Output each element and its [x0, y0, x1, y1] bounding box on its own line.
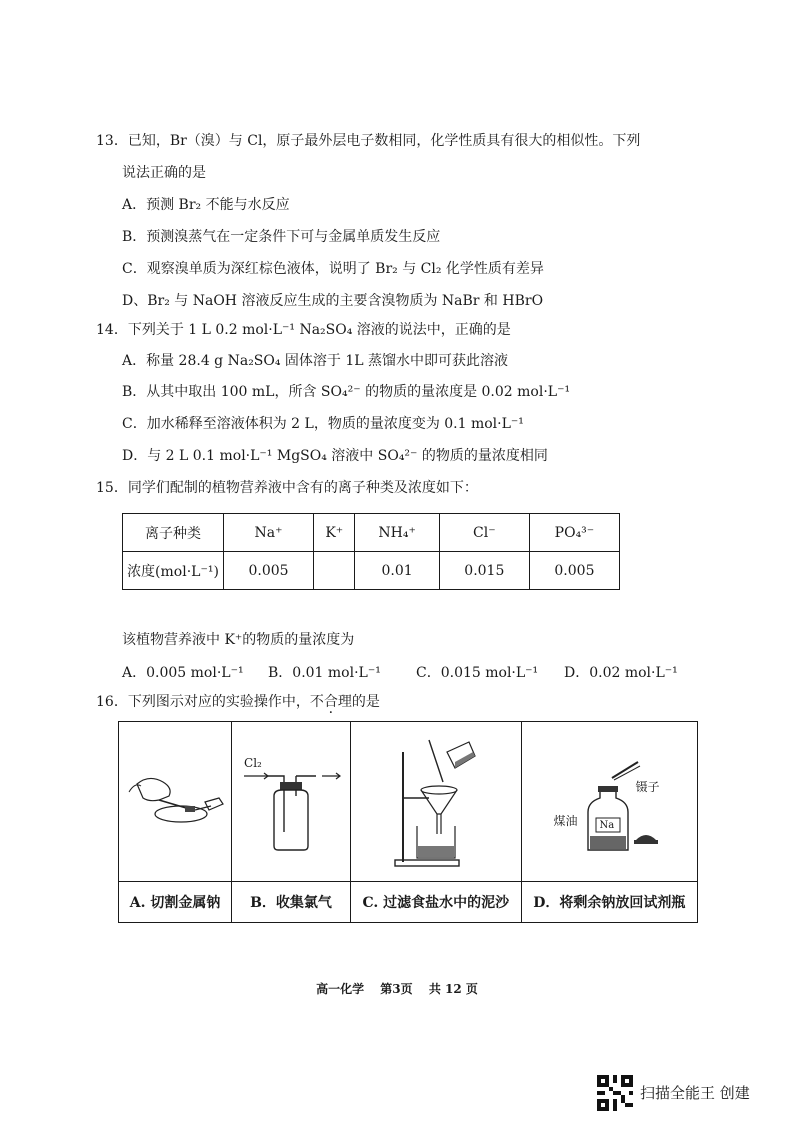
kerosene-label: 煤油 [553, 814, 578, 828]
qr-code-icon [597, 1075, 633, 1111]
figure-c [351, 722, 522, 922]
conc-cell: 0.005 [529, 552, 619, 590]
figure-d [522, 722, 697, 922]
q14-option-b: B．从其中取出 100 mL，所含 SO₄²⁻ 的物质的量浓度是 0.02 mol·L⁻¹ [122, 384, 571, 400]
chlorine-label: Cl₂ [244, 756, 262, 770]
figure-a-caption: A. 切割金属钠 [119, 881, 231, 922]
q14-stem: 14．下列关于 1 L 0.2 mol·L⁻¹ Na₂SO₄ 溶液的说法中，正确的是 [96, 322, 511, 338]
footer-page: 第3页 [380, 982, 413, 996]
ion-table [122, 513, 620, 590]
q16-stem-prefix: 16．下列图示对应的实验操作中， [96, 694, 310, 710]
figure-b [232, 722, 351, 922]
q14-option-d: D．与 2 L 0.1 mol·L⁻¹ MgSO₄ 溶液中 SO₄²⁻ 的物质的量浓度相同 [122, 448, 548, 464]
q16-stem-suffix: 的是 [351, 694, 380, 710]
table-conc-label: 浓度(mol·L⁻¹) [123, 552, 224, 590]
q13-stem-line1: 13．已知，Br（溴）与 Cl，原子最外层电子数相同，化学性质具有很大的相似性。下列 [96, 133, 641, 149]
q16-stem [96, 692, 380, 712]
cutting-sodium-illustration [119, 722, 232, 882]
reagent-bottle-illustration [522, 722, 699, 882]
conc-cell: 0.01 [355, 552, 439, 590]
q15-option-c: C．0.015 mol·L⁻¹ [416, 665, 539, 681]
tongs-label: 镊子 [635, 780, 660, 794]
q13-option-d: D、Br₂ 与 NaOH 溶液反应生成的主要含溴物质为 NaBr 和 HBrO [122, 293, 544, 309]
q15-option-a: A．0.005 mol·L⁻¹ [122, 665, 244, 681]
figure-a [119, 722, 232, 922]
figure-c-caption: C. 过滤食盐水中的泥沙 [351, 881, 521, 922]
q13-stem-line2: 说法正确的是 [122, 165, 206, 181]
footer-course: 高一化学 [316, 982, 365, 996]
q16-stem-emphasis: 不合理 [309, 694, 352, 710]
q15-question: 该植物营养液中 K⁺的物质的量浓度为 [122, 632, 355, 648]
ion-cell: Cl⁻ [439, 514, 529, 552]
table-row [123, 552, 620, 590]
q14-option-c: C．加水稀释至溶液体积为 2 L，物质的量浓度变为 0.1 mol·L⁻¹ [122, 416, 524, 432]
ion-cell: NH₄⁺ [355, 514, 439, 552]
experiment-figures [118, 721, 698, 923]
figure-b-caption: B．收集氯气 [232, 881, 350, 922]
table-header-label: 离子种类 [123, 514, 224, 552]
conc-cell [314, 552, 355, 590]
q13-option-b: B．预测溴蒸气在一定条件下可与金属单质发生反应 [122, 229, 441, 245]
conc-cell: 0.015 [439, 552, 529, 590]
q15-stem: 15．同学们配制的植物营养液中含有的离子种类及浓度如下： [96, 480, 478, 496]
q14-option-a: A．称量 28.4 g Na₂SO₄ 固体溶于 1L 蒸馏水中即可获此溶液 [122, 353, 509, 369]
footer-total: 共 12 页 [428, 982, 478, 996]
q13-option-c: C．观察溴单质为深红棕色液体，说明了 Br₂ 与 Cl₂ 化学性质有差异 [122, 261, 544, 277]
gas-bottle-illustration [232, 722, 351, 882]
scanner-watermark: 扫描全能王 创建 [640, 1084, 750, 1102]
q15-option-b: B．0.01 mol·L⁻¹ [268, 665, 381, 681]
ion-cell: Na⁺ [224, 514, 314, 552]
page-footer [0, 980, 794, 997]
table-row [123, 514, 620, 552]
ion-cell: K⁺ [314, 514, 355, 552]
filtration-illustration [351, 722, 522, 882]
figure-d-caption: D．将剩余钠放回试剂瓶 [522, 881, 697, 922]
q15-option-d: D．0.02 mol·L⁻¹ [564, 665, 678, 681]
conc-cell: 0.005 [224, 552, 314, 590]
sodium-label: Na [599, 820, 615, 831]
q13-option-a: A．预测 Br₂ 不能与水反应 [122, 197, 290, 213]
ion-cell: PO₄³⁻ [529, 514, 619, 552]
